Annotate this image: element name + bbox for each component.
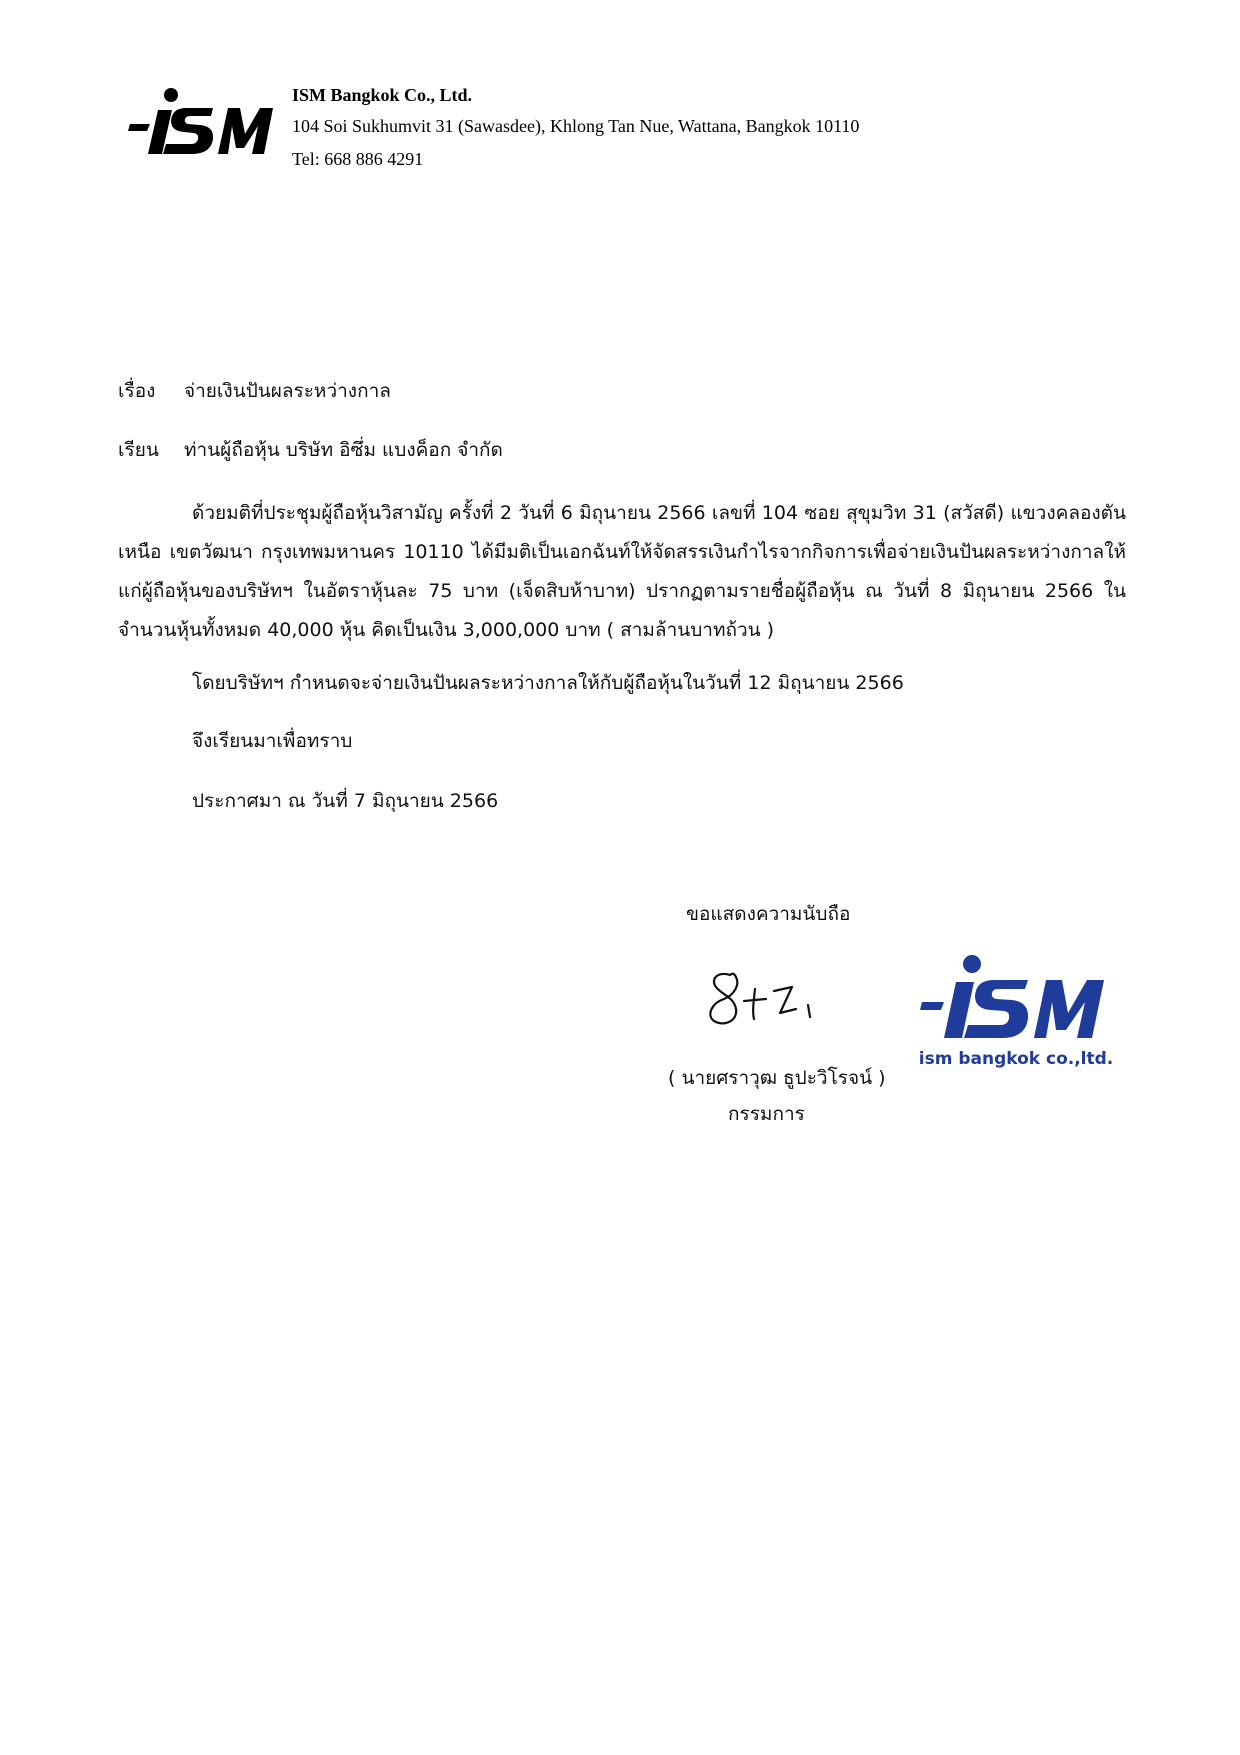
ism-logo-icon bbox=[128, 86, 274, 164]
subject-value: จ่ายเงินปันผลระหว่างกาล bbox=[184, 380, 391, 402]
body-paragraph-main bbox=[118, 494, 1126, 650]
closing-text: ขอแสดงความนับถือ bbox=[686, 903, 851, 925]
body-paragraph-4: ประกาศมา ณ วันที่ 7 มิถุนายน 2566 bbox=[192, 790, 499, 812]
salutation-label: เรียน bbox=[118, 439, 159, 461]
signer-title: กรรมการ bbox=[728, 1103, 805, 1125]
signer-name: ( นายศราวุฒ ธูปะวิโรจน์ ) bbox=[668, 1067, 886, 1089]
body-paragraph-2: โดยบริษัทฯ กำหนดจะจ่ายเงินปันผลระหว่างกาลให้กับผู้ถือหุ้นในวันที่ 12 มิถุนายน 2566 bbox=[192, 672, 904, 694]
company-name: ISM Bangkok Co., Ltd. bbox=[292, 85, 473, 105]
company-address: 104 Soi Sukhumvit 31 (Sawasdee), Khlong Tan Nue, Wattana, Bangkok 10110 bbox=[292, 116, 860, 136]
salutation-value: ท่านผู้ถือหุ้น บริษัท อิซึ่ม แบงค็อก จำกัด bbox=[184, 439, 503, 461]
stamp-text: ism bangkok co.,ltd. bbox=[918, 1049, 1114, 1069]
body-paragraph-1: ด้วยมติที่ประชุมผู้ถือหุ้นวิสามัญ ครั้งที่ 2 วันที่ 6 มิถุนายน 2566 เลขที่ 104 ซอย สุขุมวิท 31 (สวัสดี) แขวงคลองตันเหนือ เขตวัฒนา กรุงเทพมหานคร 10110 ได้มีมติเป็นเอกฉันท์ให้จัดสรรเงินกำไรจากกิจการเพื่อจ่ายเงินปันผลระหว่างกาลให้แก่ผู้ถือหุ้นของบริษัทฯ ในอัตราหุ้นละ 75 บาท (เจ็ดสิบห้าบาท) ปรากฏตามรายชื่อผู้ถือหุ้น ณ วันที่ 8 มิถุนายน 2566 ในจำนวนหุ้นทั้งหมด 40,000 หุ้น คิดเป็นเงิน 3,000,000 บาท ( สามล้านบาทถ้วน ) bbox=[118, 502, 1127, 641]
body-paragraph-3: จึงเรียนมาเพื่อทราบ bbox=[192, 730, 353, 752]
ism-company-stamp bbox=[916, 952, 1116, 1072]
subject-label: เรื่อง bbox=[118, 380, 156, 402]
company-tel: Tel: 668 886 4291 bbox=[292, 149, 424, 169]
handwritten-signature bbox=[700, 965, 830, 1035]
